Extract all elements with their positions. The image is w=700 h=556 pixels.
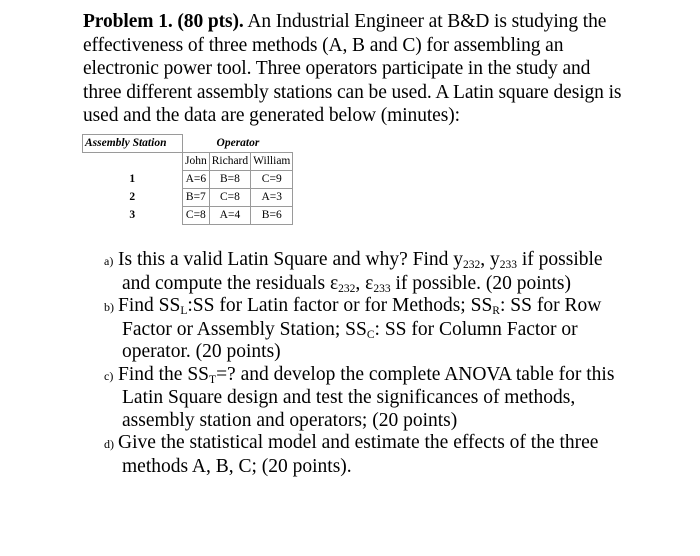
question-b: b) Find $SS_L:SS$ for Latin factor or for Methods; $SS_R$: SS for Row Factor or Assembly Station; $SS_C$: SS for Column Factor or operator. (20 points) xyxy=(104,295,602,362)
question-label: b) xyxy=(104,300,114,314)
problem-statement xyxy=(83,10,623,128)
table-header-row xyxy=(83,135,293,153)
table-row xyxy=(83,207,293,225)
table-cell: C=9 xyxy=(251,171,293,189)
question-label: c) xyxy=(104,368,114,383)
question-d: d) Give the statistical model and estimate the effects of the three methods A, B, C; (20 points). xyxy=(104,432,599,477)
station-label: 3 xyxy=(129,209,136,221)
table-cell: A=6 xyxy=(183,171,210,189)
question-label: a) xyxy=(104,254,114,268)
table-cell: B=7 xyxy=(183,189,210,207)
operator-names-row xyxy=(83,153,293,171)
latin-square-table xyxy=(82,134,293,225)
table-cell: B=6 xyxy=(251,207,293,225)
station-header: Assembly Station xyxy=(83,135,183,153)
table-row xyxy=(83,189,293,207)
operator-name: William xyxy=(251,153,293,171)
problem-heading: Problem 1. (80 pts). xyxy=(83,11,244,32)
station-label: 2 xyxy=(129,191,136,203)
question-list xyxy=(104,249,624,478)
question-label: d) xyxy=(104,437,114,451)
table-cell: C=8 xyxy=(209,189,250,207)
table-cell: B=8 xyxy=(209,171,250,189)
operator-name: John xyxy=(183,153,210,171)
station-label: 1 xyxy=(129,173,136,185)
table-cell: C=8 xyxy=(183,207,210,225)
problem-text: An Industrial Engineer at B&D is studying the effectiveness of three methods (A, B and C) for assembling an electronic power tool. Three operators participate in the study and three different assembly stations can be used. A Latin square design is used and the data are generated below (minutes): xyxy=(83,11,622,126)
table-cell: A=3 xyxy=(251,189,293,207)
operator-name: Richard xyxy=(209,153,250,171)
operator-header: Operator xyxy=(216,136,260,149)
question-c: c) Find the $SS_T=$? and develop the complete ANOVA table for this Latin Square design and test the significances of methods, assembly station and operators; (20 points) xyxy=(104,363,615,431)
table-row xyxy=(83,171,293,189)
question-a: a) Is this a valid Latin Square and why? Find $y_{232}$, $y_{233}$ if possible and compute the residuals $\varepsilon_{232}$, $\varepsilon_{233}$ if possible. (20 points) xyxy=(104,249,603,295)
table-cell: A=4 xyxy=(209,207,250,225)
